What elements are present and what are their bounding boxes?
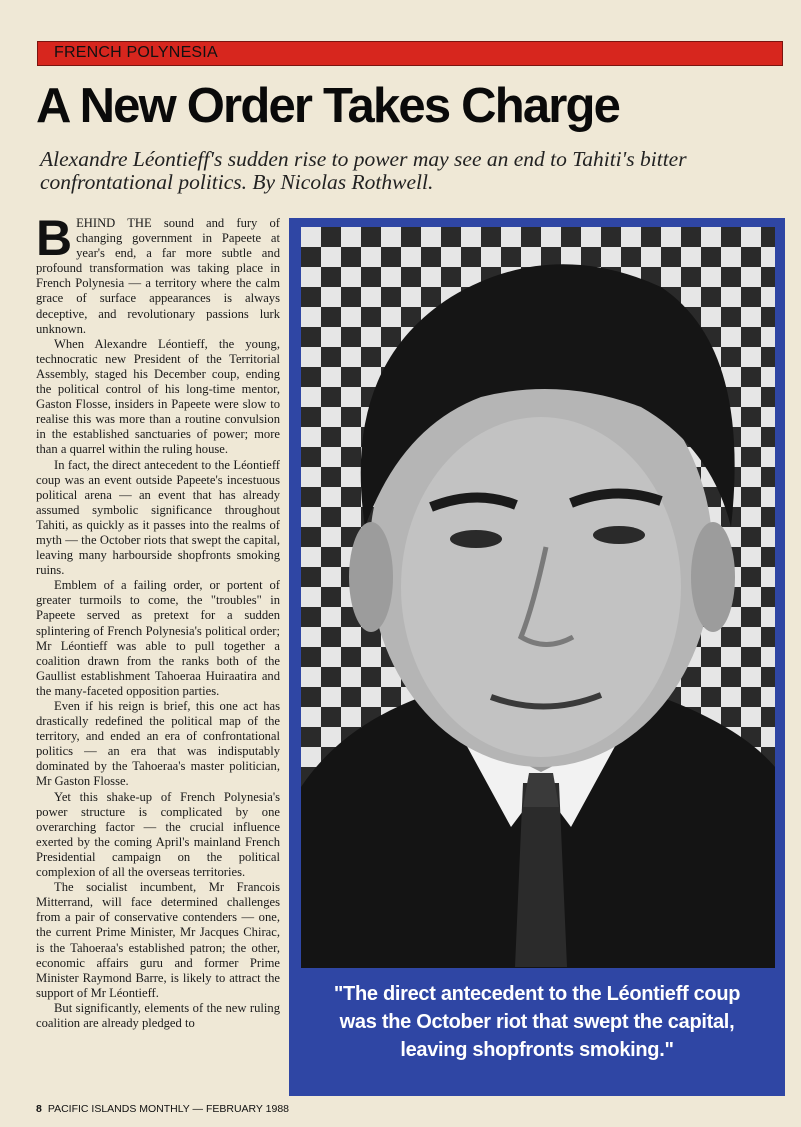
portrait-photo: [301, 227, 775, 968]
portrait-illustration: [301, 227, 775, 968]
article-paragraph: [36, 216, 280, 337]
section-banner: [37, 41, 783, 66]
article-body: [36, 216, 280, 1091]
headline: A New Order Takes Charge: [36, 79, 620, 133]
article-paragraph: But significantly, elements of the new ruling coalition are already pledged to: [36, 1000, 280, 1030]
publication-line: PACIFIC ISLANDS MONTHLY — FEBRUARY 1988: [47, 1103, 290, 1115]
article-paragraph: Emblem of a failing order, or portent of greater turmoils to come, the "troubles" in Papeete served as pretext for a sudden splintering of French Polynesia's political order; Mr Léontieff was able to pull together a coalition drawn from the ranks both of the Gaullist establishment Tahoeraa Huiraatira and the many-faceted opposition parties.: [36, 578, 280, 698]
drop-cap: B: [36, 216, 73, 266]
paragraph-text: EHIND THE sound and fury of changing government in Papeete at year's end, a far more subtle and profound transformation was taking place in French Polynesia — a territory where the calm grace of surface appearances is always deceptive, and revolutionary passions lurk unknown.: [36, 216, 280, 336]
section-label: FRENCH POLYNESIA: [54, 44, 218, 61]
article-paragraph: The socialist incumbent, Mr Francois Mitterrand, will face determined challenges from a pair of conservative contenders — one, the current Prime Minister, Mr Jacques Chirac, is the Tahoeraa's established patron; the other, economic affairs guru and former Prime Minister Raymond Barre, is likely to attract the support of Mr Léontieff.: [36, 880, 280, 1000]
standfirst: Alexandre Léontieff's sudden rise to power may see an end to Tahiti's bitter confrontational politics. By Nicolas Rothwell.: [40, 147, 687, 194]
article-paragraph: When Alexandre Léontieff, the young, technocratic new President of the Territorial Assembly, staged his December coup, ending the political control of his long-time mentor, Gaston Flosse, insiders in Papeete were slow to realise this was more than a routine convulsion in the established sanctuaries of power; more than a quarrel within the ruling house.: [36, 336, 280, 457]
article-paragraph: In fact, the direct antecedent to the Léontieff coup was an event outside Papeete's incestuous political arena — an event that has already assumed symbolic significance throughout Tahiti, as quickly as it passes into the realms of myth — the October riots that swept the capital, leaving many harbourside shopfronts smoking ruins.: [36, 457, 280, 578]
article-paragraph: Even if his reign is brief, this one act has drastically redefined the political map of the territory, and ended an era of confrontational politics — an era that was indisputably dominated by the Tahoeraa's master politician, Mr Gaston Flosse.: [36, 699, 280, 789]
article-paragraph: Yet this shake-up of French Polynesia's power structure is complicated by one overarching factor — the crucial influence exerted by the coming April's mainland French Presidential campaign on the political complexion of all the overseas territories.: [36, 789, 280, 880]
page-footer: [36, 1103, 289, 1115]
photo-panel: [289, 218, 785, 1096]
page-number: 8: [36, 1103, 42, 1115]
pull-quote: "The direct antecedent to the Léontieff coup was the October riot that swept the capital, leaving shopfronts smoking.": [333, 983, 741, 1061]
